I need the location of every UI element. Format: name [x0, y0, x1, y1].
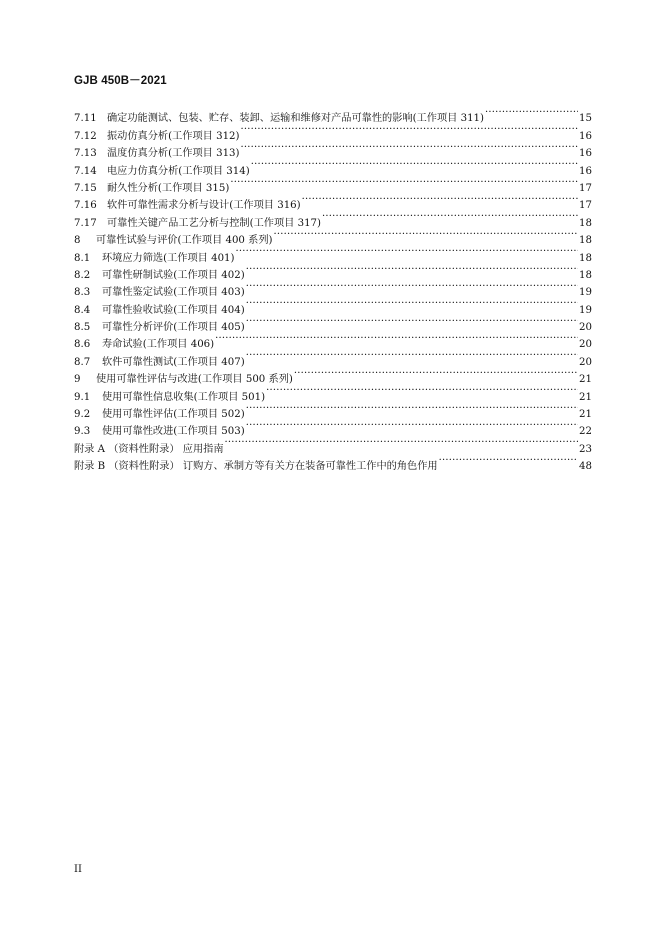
- toc-entry-number: 8.2: [74, 269, 91, 281]
- toc-leader-dots: [236, 243, 579, 260]
- toc-entry-title: 确定功能测试、包装、贮存、装卸、运输和维修对产品可靠性的影响(工作项目 311): [107, 113, 485, 125]
- toc-entry-page: 21: [579, 391, 592, 403]
- toc-entry-number: 7.12: [74, 130, 97, 142]
- toc-entry-page: 19: [579, 304, 592, 316]
- toc-entry-number: 7.17: [74, 217, 97, 229]
- toc-entry-title: 耐久性分析(工作项目 315): [107, 182, 230, 194]
- toc-entry-page: 22: [579, 426, 592, 438]
- page-number: II: [74, 864, 82, 875]
- toc-leader-dots: [246, 278, 578, 295]
- toc-entry-page: 18: [579, 252, 592, 264]
- toc-entry-title: 软件可靠性需求分析与设计(工作项目 316): [107, 200, 301, 212]
- toc-entry-page: 16: [579, 130, 592, 142]
- toc-leader-dots: [241, 139, 579, 156]
- toc-entry-page: 20: [579, 356, 592, 368]
- toc-entry-title: 使用可靠性信息收集(工作项目 501): [102, 391, 266, 403]
- table-of-contents: [74, 104, 592, 473]
- toc-entry-title: 温度仿真分析(工作项目 313): [107, 148, 240, 160]
- toc-entry-title: 附录 B （资料性附录） 订购方、承制方等有关方在装备可靠性工作中的角色作用: [74, 461, 438, 473]
- toc-leader-dots: [246, 400, 578, 417]
- toc-leader-dots: [274, 226, 579, 243]
- toc-leader-dots: [215, 330, 578, 347]
- toc-entry-number: 8.3: [74, 287, 91, 299]
- toc-entry-number: 7.13: [74, 148, 97, 160]
- toc-entry-page: 15: [579, 113, 592, 125]
- toc-entry-number: 9.3: [74, 426, 91, 438]
- toc-leader-dots: [230, 174, 578, 191]
- toc-entry-number: 9.2: [74, 409, 91, 421]
- toc-leader-dots: [485, 104, 578, 121]
- toc-leader-dots: [266, 382, 578, 399]
- toc-entry-title: 振动仿真分析(工作项目 312): [107, 130, 240, 142]
- toc-entry-number: 8.6: [74, 339, 91, 351]
- toc-leader-dots: [246, 347, 578, 364]
- toc-entry-page: 48: [579, 461, 592, 473]
- toc-entry-number: 8.4: [74, 304, 91, 316]
- toc-entry-title: 使用可靠性评估与改进(工作项目 500 系列): [96, 374, 293, 386]
- toc-entry-title: 可靠性分析评价(工作项目 405): [102, 322, 245, 334]
- toc-entry-page: 20: [579, 339, 592, 351]
- toc-entry[interactable]: [74, 104, 592, 125]
- toc-entry-number: 8.1: [74, 252, 91, 264]
- toc-entry-page: 18: [579, 217, 592, 229]
- toc-leader-dots: [439, 452, 578, 469]
- toc-entry-title: 可靠性验收试验(工作项目 404): [102, 304, 245, 316]
- toc-entry-page: 21: [579, 374, 592, 386]
- toc-entry-page: 19: [579, 287, 592, 299]
- toc-leader-dots: [246, 417, 578, 434]
- toc-entry-title: 可靠性试验与评价(工作项目 400 系列): [96, 235, 273, 247]
- toc-entry-title: 使用可靠性评估(工作项目 502): [102, 409, 245, 421]
- document-code-header: GJB 450B－2021: [74, 75, 167, 87]
- toc-entry-number: 8: [74, 235, 81, 247]
- toc-entry-number: 9: [74, 374, 81, 386]
- toc-leader-dots: [241, 121, 579, 138]
- toc-entry-page: 16: [579, 148, 592, 160]
- toc-entry-title: 电应力仿真分析(工作项目 314): [107, 165, 250, 177]
- toc-entry-page: 18: [579, 269, 592, 281]
- toc-leader-dots: [322, 208, 578, 225]
- toc-entry-title: 可靠性关键产品工艺分析与控制(工作项目 317): [107, 217, 322, 229]
- toc-entry-page: 16: [579, 165, 592, 177]
- toc-entry-title: 使用可靠性改进(工作项目 503): [102, 426, 245, 438]
- toc-entry-title: 环境应力筛选(工作项目 401): [102, 252, 235, 264]
- toc-entry-title: 附录 A （资料性附录） 应用指南: [74, 443, 224, 455]
- toc-entry-page: 21: [579, 409, 592, 421]
- toc-leader-dots: [251, 156, 578, 173]
- toc-entry-title: 软件可靠性测试(工作项目 407): [102, 356, 245, 368]
- toc-entry-page: 23: [579, 443, 592, 455]
- toc-leader-dots: [302, 191, 578, 208]
- toc-leader-dots: [246, 261, 578, 278]
- toc-entry-number: 9.1: [74, 391, 91, 403]
- toc-entry-page: 17: [579, 200, 592, 212]
- toc-entry-number: 7.14: [74, 165, 97, 177]
- toc-entry-page: 17: [579, 182, 592, 194]
- toc-entry-number: 7.15: [74, 182, 97, 194]
- toc-leader-dots: [246, 295, 578, 312]
- toc-leader-dots: [246, 313, 578, 330]
- toc-leader-dots: [294, 365, 578, 382]
- toc-entry-number: 8.7: [74, 356, 91, 368]
- toc-entry-number: 8.5: [74, 322, 91, 334]
- toc-leader-dots: [225, 434, 579, 451]
- toc-entry-number: 7.16: [74, 200, 97, 212]
- toc-entry-page: 18: [579, 235, 592, 247]
- toc-entry-title: 可靠性鉴定试验(工作项目 403): [102, 287, 245, 299]
- toc-entry-page: 20: [579, 322, 592, 334]
- toc-entry-title: 寿命试验(工作项目 406): [102, 339, 215, 351]
- toc-entry-title: 可靠性研制试验(工作项目 402): [102, 269, 245, 281]
- toc-entry-number: 7.11: [74, 113, 97, 125]
